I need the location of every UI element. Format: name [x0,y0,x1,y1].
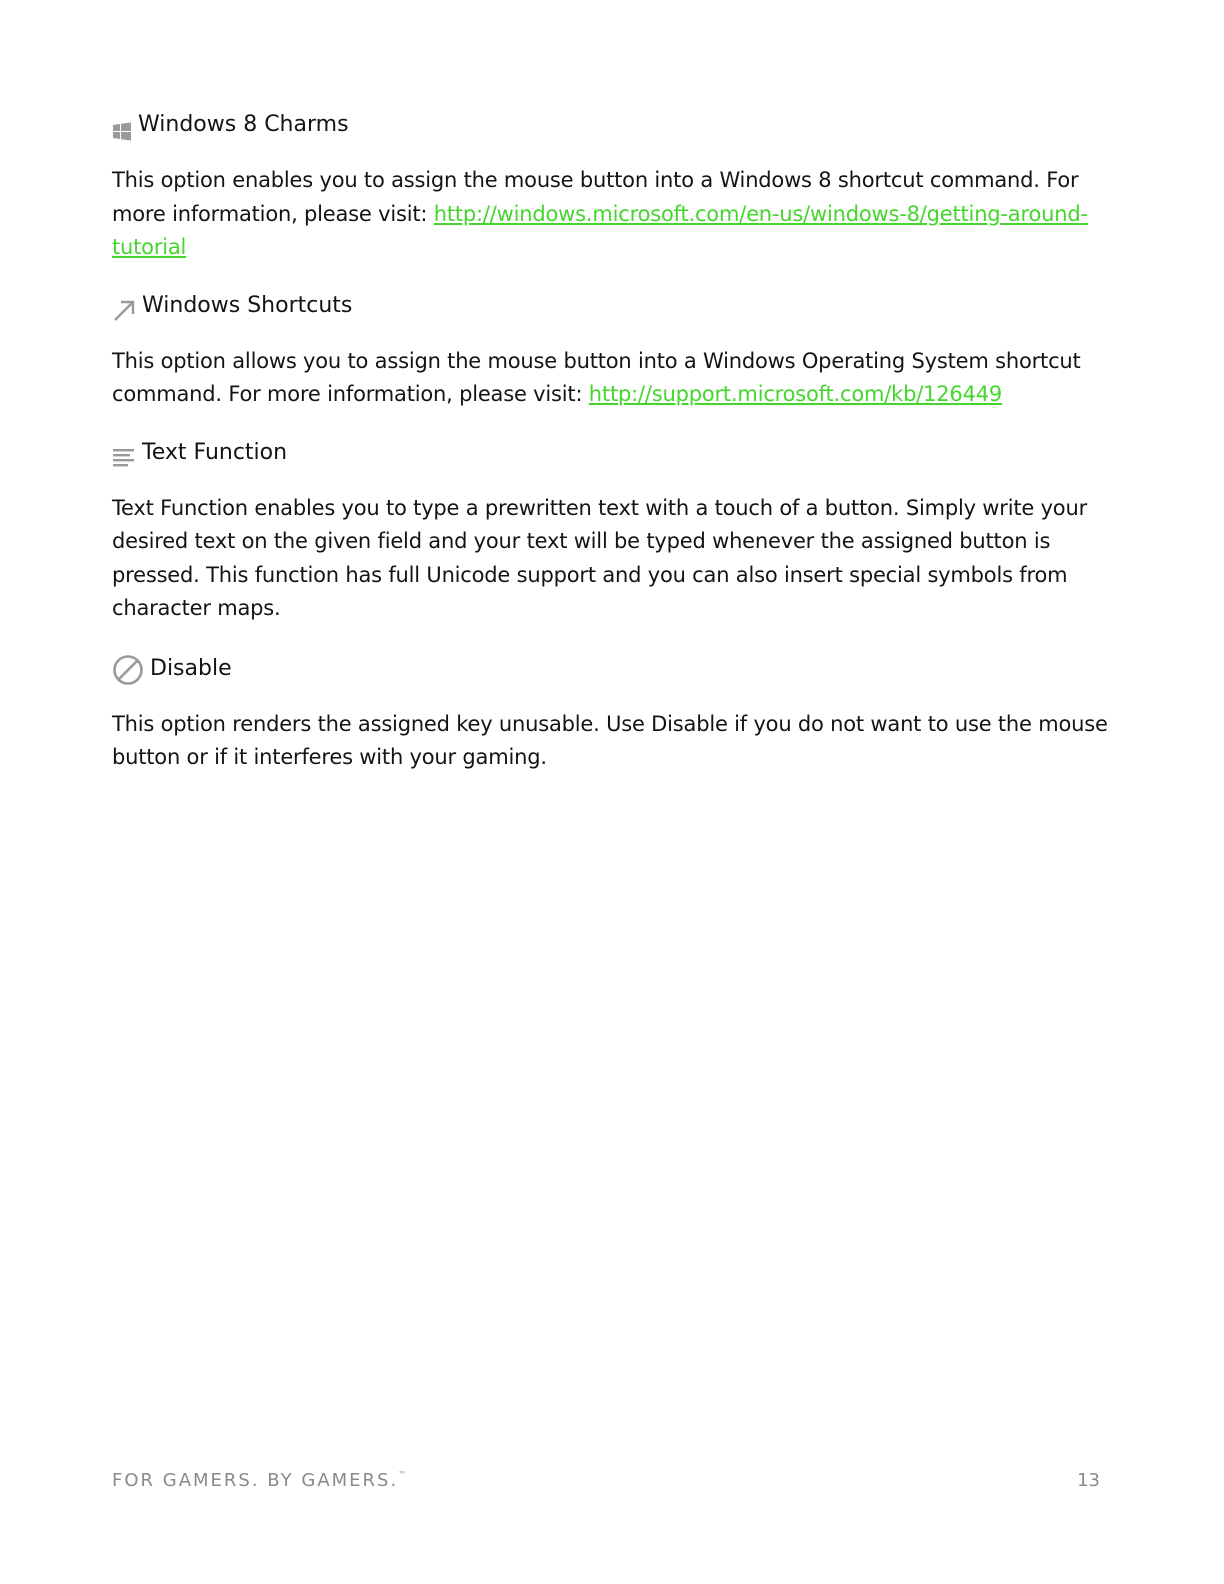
text-lines-icon [112,448,136,470]
arrow-up-right-icon [112,299,136,323]
windows-8-tutorial-link[interactable]: http://windows.microsoft.com/en-us/windows-8/getting-around-tutorial [112,201,1088,259]
section-title: Text Function [142,439,288,465]
section-heading-windows-shortcuts [112,289,1112,323]
windows-logo-icon [112,122,132,142]
description-text: This option enables you to assign the mouse button into a Windows 8 shortcut command. For more information, please visit: [112,168,1079,226]
section-description [112,164,1112,265]
section-heading-windows-8-charms [112,108,1112,142]
section-title: Windows Shortcuts [142,292,353,318]
section-heading-text-function [112,436,1112,470]
tagline-text: FOR GAMERS. BY GAMERS. [112,1470,399,1491]
section-title: Windows 8 Charms [138,112,349,137]
microsoft-kb-link[interactable]: http://support.microsoft.com/kb/126449 [588,382,1003,406]
section-title: Disable [150,655,232,681]
page-number: 13 [1077,1470,1100,1491]
section-description: This option renders the assigned key unusable. Use Disable if you do not want to use the mouse button or if it interferes with your gaming. [112,711,1108,769]
description-text: This option allows you to assign the mouse button into a Windows Operating System shortcut command. For more information, please visit: [112,348,1081,406]
page-content [112,108,1112,775]
section-heading-disable [112,652,1112,686]
disable-circle-icon [112,654,144,686]
section-description [112,345,1112,412]
section-description: Text Function enables you to type a prewritten text with a touch of a button. Simply write your desired text on the given field and your text will be typed whenever the assigned button is pressed. This function has full Unicode support and you can also insert special symbols from character maps. [112,495,1088,620]
footer-tagline [112,1470,406,1491]
trademark-symbol: ™ [398,1470,407,1479]
